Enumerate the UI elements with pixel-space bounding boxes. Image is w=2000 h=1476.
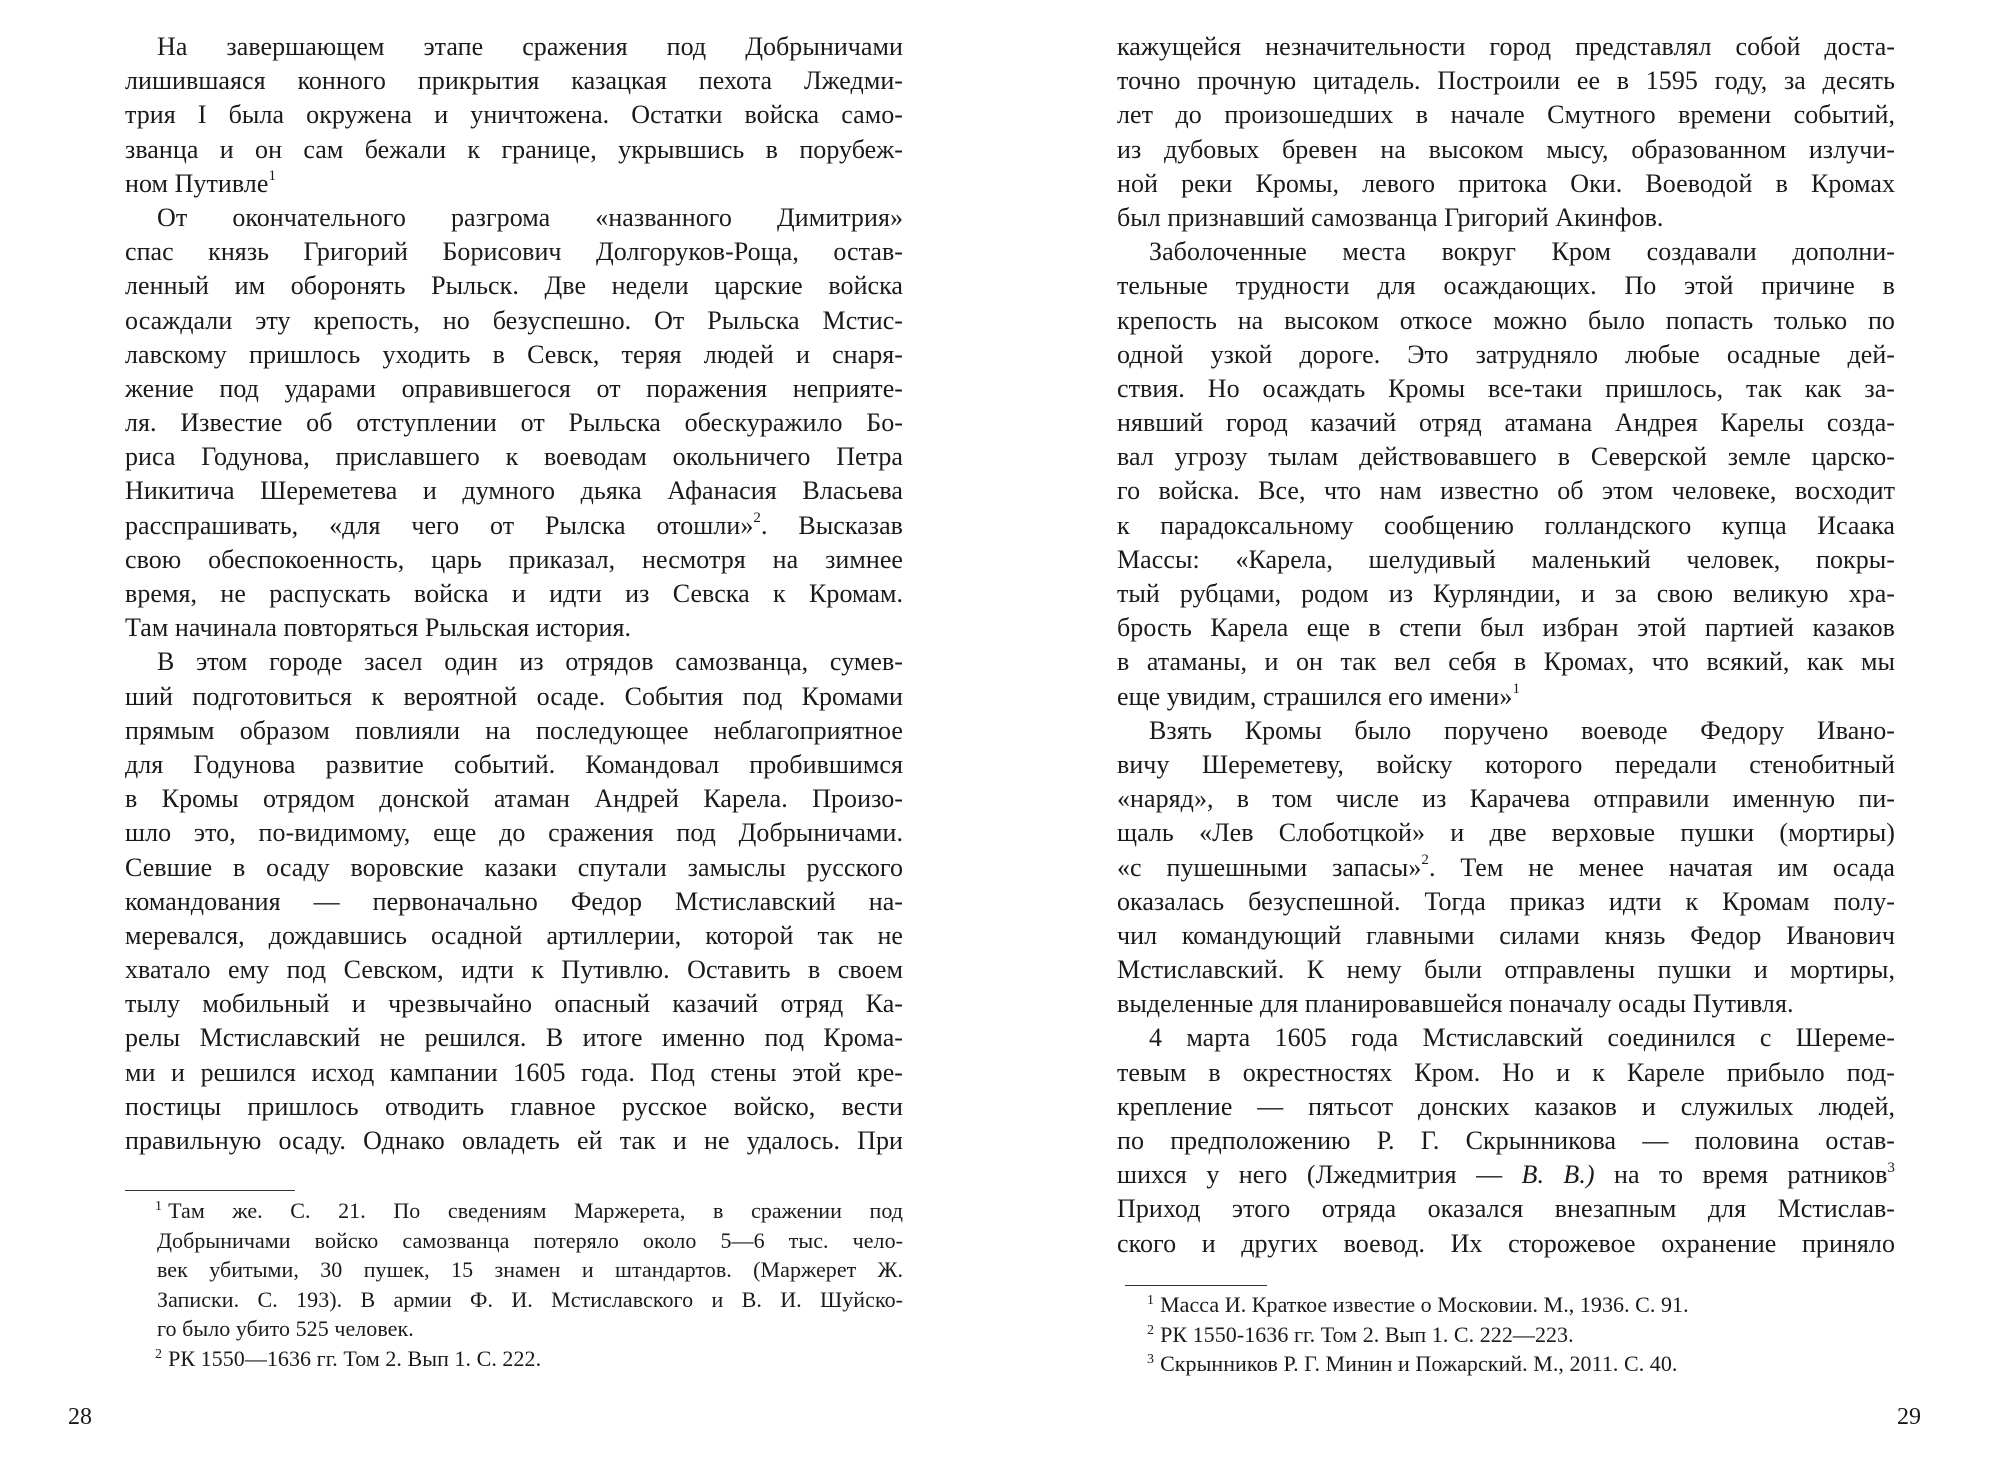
line-text: вичу Шереметеву, войску которого передали стенобитный: [1117, 749, 1895, 779]
line-text: осаждали эту крепость, но безуспешно. От Рыльска Мстис-: [125, 305, 903, 335]
line-text: еще увидим, страшился его имени»: [1117, 681, 1513, 711]
text-line: [1117, 1192, 1895, 1226]
line-text: в Кромы отрядом донской атаман Андрей Карела. Произо-: [125, 784, 903, 814]
line-text: РК 1550-1636 гг. Том 2. Вып 1. С. 222—223.: [1160, 1321, 1574, 1347]
text-line: [1117, 953, 1895, 987]
text-line: [125, 338, 903, 372]
line-text-tail: . Тем не менее начатая им осада: [1428, 852, 1895, 882]
text-line: [1117, 748, 1895, 782]
right-body-text: [1117, 30, 1895, 1261]
text-line: [1117, 406, 1895, 440]
line-text: ми и решился исход кампании 1605 года. Под стены этой кре-: [125, 1057, 903, 1087]
text-line: [1117, 474, 1895, 508]
line-text: шихся у него (Лжедмитрия —: [1117, 1160, 1522, 1190]
line-text: ший подготовиться к вероятной осаде. События под Кромами: [125, 681, 903, 711]
text-line: [1117, 372, 1895, 406]
left-page-number: 28: [68, 1404, 92, 1430]
text-line: [125, 440, 903, 474]
text-line: [1117, 851, 1895, 885]
line-text: вал угрозу тылам действовавшего в Северской земле царско-: [1117, 442, 1895, 472]
line-text: Севшие в осаду воровские казаки спутали замыслы русского: [125, 852, 903, 882]
line-text: Добрыничами войско самозванца потеряло около 5—6 тыс. чело-: [157, 1227, 903, 1253]
text-line: [1117, 714, 1895, 748]
line-text: жение под ударами оправившегося от поражения неприяте-: [125, 373, 903, 403]
text-line: [125, 645, 903, 679]
line-text: тылу мобильный и чрезвычайно опасный казачий отряд Ка-: [125, 989, 903, 1019]
text-line: [125, 474, 903, 508]
text-line: [125, 543, 903, 577]
line-text: трия I была окружена и уничтожена. Остатки войска само-: [125, 100, 903, 130]
line-text: В этом городе засел один из отрядов самозванца, сумев-: [157, 647, 903, 677]
footnote-marker: 3: [1147, 1352, 1155, 1367]
line-text: Мстиславский. К нему были отправлены пушки и мортиры,: [1117, 955, 1895, 985]
line-text: свою обеспокоенность, царь приказал, несмотря на зимнее: [125, 544, 903, 574]
line-text: крепление — пятьсот донских казаков и служилых людей,: [1117, 1091, 1895, 1121]
footnote-marker: 1: [155, 1199, 163, 1214]
text-line: [125, 611, 903, 645]
text-line: [1117, 64, 1895, 98]
text-line: [125, 269, 903, 303]
line-text: Заболоченные места вокруг Кром создавали дополни-: [1149, 237, 1895, 267]
line-text: для Годунова развитие событий. Командовал пробившимся: [125, 749, 903, 779]
line-text: точно прочную цитадель. Построили ее в 1595 году, за десять: [1117, 66, 1895, 96]
text-line: [1117, 440, 1895, 474]
footnote-marker: 1: [1147, 1293, 1155, 1308]
line-text: Приход этого отряда оказался внезапным для Мстислав-: [1117, 1194, 1895, 1224]
text-line: [1117, 680, 1895, 714]
right-page: [1000, 0, 2000, 1476]
line-text: тельные трудности для осаждающих. По этой причине в: [1117, 271, 1895, 301]
footnote-reference: 3: [1887, 1159, 1895, 1176]
line-text: Там же. С. 21. По сведениям Маржерета, в сражении под: [168, 1198, 903, 1223]
text-line: [125, 953, 903, 987]
text-line: [1117, 167, 1895, 201]
line-text: шло это, по-видимому, еще до сражения под Добрыничами.: [125, 818, 903, 848]
line-text: ского и других воевод. Их сторожевое охранение приняло: [1117, 1228, 1895, 1258]
text-line: [125, 782, 903, 816]
text-line: [1117, 543, 1895, 577]
line-text: спас князь Григорий Борисович Долгоруков-Роща, остав-: [125, 237, 903, 267]
text-line: [1117, 611, 1895, 645]
text-line: [1117, 1124, 1895, 1158]
line-text: РК 1550—1636 гг. Том 2. Вып 1. С. 222.: [168, 1345, 542, 1371]
left-body-text: [125, 30, 903, 1158]
text-line: [125, 509, 903, 543]
text-line: [1117, 885, 1895, 919]
text-line: [1117, 816, 1895, 850]
footnote-line: [1117, 1320, 1895, 1350]
line-text: ном Путивле: [125, 168, 269, 198]
right-footnotes: [1117, 1290, 1895, 1379]
line-text: одной узкой дороге. Это затрудняло любые осадные дей-: [1117, 339, 1895, 369]
text-line: [1117, 133, 1895, 167]
line-text: хватало ему под Севском, идти к Путивлю. Оставить в своем: [125, 955, 903, 985]
line-text: лишившаяся конного прикрытия казацкая пехота Лжедми-: [125, 66, 903, 96]
text-line: [1117, 1021, 1895, 1055]
footnote-line: [1117, 1290, 1895, 1320]
line-text: крепость на высоком откосе можно было попасть только по: [1117, 305, 1895, 335]
text-line: [125, 133, 903, 167]
text-line: [125, 304, 903, 338]
footnote-line: [125, 1314, 903, 1344]
footnote-line: [125, 1196, 903, 1226]
text-line: [1117, 919, 1895, 953]
footnote-reference: 1: [268, 168, 276, 185]
line-text: риса Годунова, приславшего к воеводам окольничего Петра: [125, 442, 903, 472]
text-line: [1117, 235, 1895, 269]
line-text: званца и он сам бежали к границе, укрывшись в порубеж-: [125, 134, 903, 164]
text-line: [1117, 304, 1895, 338]
line-text: ленный им оборонять Рыльск. Две недели царские войска: [125, 271, 903, 301]
line-text: щаль «Лев Слоботцкой» и две верховые пушки (мортиры): [1117, 818, 1895, 848]
line-text: правильную осаду. Однако овладеть ей так и не удалось. При: [125, 1126, 903, 1155]
line-text: нявший город казачий отряд атамана Андрея Карелы созда-: [1117, 408, 1895, 438]
line-text: Там начинала повторяться Рыльская история.: [125, 613, 632, 643]
text-line: [125, 577, 903, 611]
text-line: [1117, 782, 1895, 816]
line-text: На завершающем этапе сражения под Добрыничами: [157, 32, 903, 61]
line-text: выделенные для планировавшейся поначалу осады Путивля.: [1117, 989, 1794, 1019]
text-line: [125, 1021, 903, 1055]
line-text: Масса И. Краткое известие о Московии. М., 1936. С. 91.: [1160, 1292, 1689, 1317]
line-text: брость Карела еще в степи был избран этой партией казаков: [1117, 613, 1895, 643]
line-text-tail: на то время ратников: [1594, 1160, 1888, 1190]
text-line: [1117, 1090, 1895, 1124]
text-line: [1117, 577, 1895, 611]
text-line: [125, 714, 903, 748]
line-text: кажущейся незначительности город представлял собой доста-: [1117, 32, 1895, 61]
line-text: «с пушешными запасы»: [1117, 852, 1422, 882]
left-footnotes: [125, 1196, 903, 1373]
text-line: [1117, 1158, 1895, 1192]
left-footnote-rule: [125, 1190, 295, 1191]
right-page-number: 29: [1897, 1404, 1921, 1430]
line-text: релы Мстиславский не решился. В итоге именно под Крома-: [125, 1023, 903, 1053]
line-text: оказалась безуспешной. Тогда приказ идти к Кромам полу-: [1117, 886, 1895, 916]
text-line: [1117, 1227, 1895, 1261]
text-line: [1117, 269, 1895, 303]
footnote-line: [125, 1344, 903, 1374]
right-footnote-rule: [1125, 1285, 1267, 1286]
text-line: [125, 98, 903, 132]
text-line: [125, 167, 903, 201]
line-text: лавскому пришлось уходить в Севск, теряя людей и снаря-: [125, 339, 903, 369]
line-text: Взять Кромы было поручено воеводе Федору Ивано-: [1149, 715, 1895, 745]
line-text: меревался, дождавшись осадной артиллерии, которой так не: [125, 920, 903, 950]
text-line: [125, 1090, 903, 1124]
line-text: Никитича Шереметева и думного дьяка Афанасия Власьева: [125, 476, 903, 506]
line-text: чил командующий главными силами князь Федор Иванович: [1117, 920, 1895, 950]
text-line: [125, 1124, 903, 1158]
footnote-marker: 2: [155, 1346, 163, 1362]
text-line: [1117, 201, 1895, 235]
text-line: [125, 372, 903, 406]
footnote-line: [125, 1285, 903, 1315]
text-line: [125, 680, 903, 714]
line-text: ствия. Но осаждать Кромы все-таки пришлось, так как за-: [1117, 373, 1895, 403]
line-text: из дубовых бревен на высоком мысу, образованном излучи-: [1117, 134, 1895, 164]
text-line: [125, 816, 903, 850]
line-text: го войска. Все, что нам известно об этом человеке, восходит: [1117, 476, 1895, 506]
line-text: был признавший самозванца Григорий Акинфов.: [1117, 202, 1664, 232]
footnote-marker: 2: [1147, 1322, 1155, 1338]
line-text: прямым образом повлияли на последующее неблагоприятное: [125, 715, 903, 745]
line-text: ля. Известие об отступлении от Рыльска обескуражило Бо-: [125, 408, 903, 438]
line-text: командования — первоначально Федор Мстиславский на-: [125, 886, 903, 916]
text-line: [125, 748, 903, 782]
footnote-reference: 1: [1512, 680, 1521, 697]
line-text: по предположению Р. Г. Скрынникова — половина остав-: [1117, 1126, 1895, 1155]
footnote-reference: 2: [753, 509, 761, 526]
line-text: тевым в окрестностях Кром. Но и к Кареле прибыло под-: [1117, 1057, 1895, 1087]
line-text: «наряд», в том числе из Карачева отправили именную пи-: [1117, 784, 1895, 814]
text-line: [125, 919, 903, 953]
text-line: [125, 987, 903, 1021]
line-text: время, не распускать войска и идти из Севска к Кромам.: [125, 579, 903, 608]
footnote-line: [1117, 1349, 1895, 1379]
line-text: в атаманы, и он так вел себя в Кромах, что всякий, как мы: [1117, 647, 1895, 677]
text-line: [125, 30, 903, 64]
footnote-line: [125, 1255, 903, 1285]
text-line: [125, 64, 903, 98]
text-line: [1117, 1056, 1895, 1090]
line-text: 4 марта 1605 года Мстиславский соединился с Шереме-: [1149, 1023, 1895, 1053]
line-text: лет до произошедших в начале Смутного времени событий,: [1117, 100, 1895, 130]
italic-initials: В. В.): [1521, 1160, 1595, 1190]
line-text: Записки. С. 193). В армии Ф. И. Мстиславского и В. И. Шуйско-: [157, 1286, 903, 1312]
footnote-line: [125, 1226, 903, 1256]
text-line: [125, 406, 903, 440]
line-text: Массы: «Карела, шелудивый маленький человек, покры-: [1117, 544, 1895, 574]
line-text: го было убито 525 человек.: [157, 1316, 414, 1341]
text-line: [125, 1056, 903, 1090]
line-text-tail: . Высказав: [760, 510, 903, 540]
line-text: к парадоксальному сообщению голландского купца Исаака: [1117, 510, 1895, 540]
line-text: Скрынников Р. Г. Минин и Пожарский. М., 2011. С. 40.: [1160, 1351, 1678, 1376]
text-line: [1117, 645, 1895, 679]
line-text: ной реки Кромы, левого притока Оки. Воеводой в Кромах: [1117, 168, 1895, 198]
text-line: [125, 201, 903, 235]
text-line: [125, 235, 903, 269]
text-line: [1117, 338, 1895, 372]
text-line: [1117, 987, 1895, 1021]
text-line: [125, 851, 903, 885]
footnote-reference: 2: [1421, 851, 1429, 868]
text-line: [1117, 509, 1895, 543]
line-text: постицы пришлось отводить главное русское войско, вести: [125, 1091, 903, 1121]
line-text: От окончательного разгрома «названного Димитрия»: [157, 202, 903, 232]
text-line: [1117, 30, 1895, 64]
line-text: век убитыми, 30 пушек, 15 знамен и штандартов. (Маржерет Ж.: [157, 1257, 903, 1282]
text-line: [125, 885, 903, 919]
text-line: [1117, 98, 1895, 132]
line-text: расспрашивать, «для чего от Рылска отошли»: [125, 510, 754, 540]
line-text: тый рубцами, родом из Курляндии, и за свою великую хра-: [1117, 579, 1895, 608]
